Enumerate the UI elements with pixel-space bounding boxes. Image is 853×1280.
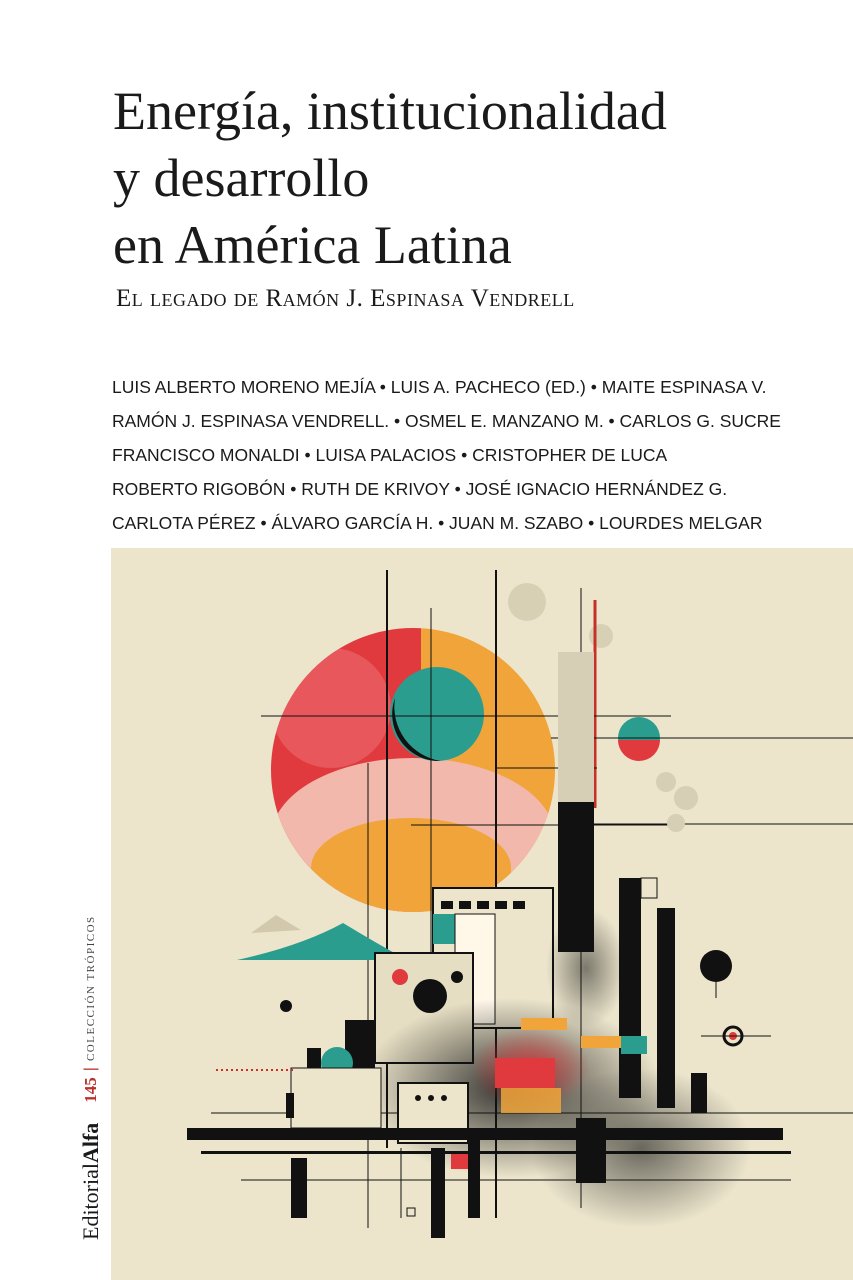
publisher-logo: [78, 1123, 104, 1240]
pale-tower: [558, 652, 594, 802]
author-line-3: FRANCISCO MONALDI • LUISA PALACIOS • CRISTOPHER DE LUCA: [112, 445, 668, 465]
faint-moon: [508, 583, 546, 621]
author-line-2: RAMÓN J. ESPINASA VENDRELL. • OSMEL E. MANZANO M. • CARLOS G. SUCRE: [112, 411, 781, 431]
author-line-4: ROBERTO RIGOBÓN • RUTH DE KRIVOY • JOSÉ IGNACIO HERNÁNDEZ G.: [112, 479, 728, 499]
book-title: [113, 78, 833, 279]
spine-label: [76, 770, 106, 1240]
collection-separator: |: [82, 1067, 99, 1072]
teal-orb: [390, 667, 484, 761]
author-line-1: LUIS ALBERTO MORENO MEJÍA • LUIS A. PACHECO (ED.) • MAITE ESPINASA V.: [112, 377, 767, 397]
title-line-1: Energía, institucionalidad: [113, 81, 667, 141]
book-subtitle: El legado de Ramón J. Espinasa Vendrell: [116, 285, 575, 312]
faint-dot: [589, 624, 613, 648]
author-list: [112, 370, 852, 540]
publisher-name: Alfa: [78, 1122, 103, 1164]
beam: [187, 1128, 783, 1140]
author-line-5: CARLOTA PÉREZ • ÁLVARO GARCÍA H. • JUAN M. SZABO • LOURDES MELGAR: [112, 513, 763, 533]
publisher-prefix: Editorial: [78, 1163, 103, 1240]
title-line-3: en América Latina: [113, 215, 512, 275]
cover-illustration: [111, 548, 853, 1280]
title-line-2: y desarrollo: [113, 148, 370, 208]
collection-name: COLECCIÓN TRÓPICOS: [85, 915, 97, 1062]
collection-number: 145: [81, 1077, 100, 1103]
